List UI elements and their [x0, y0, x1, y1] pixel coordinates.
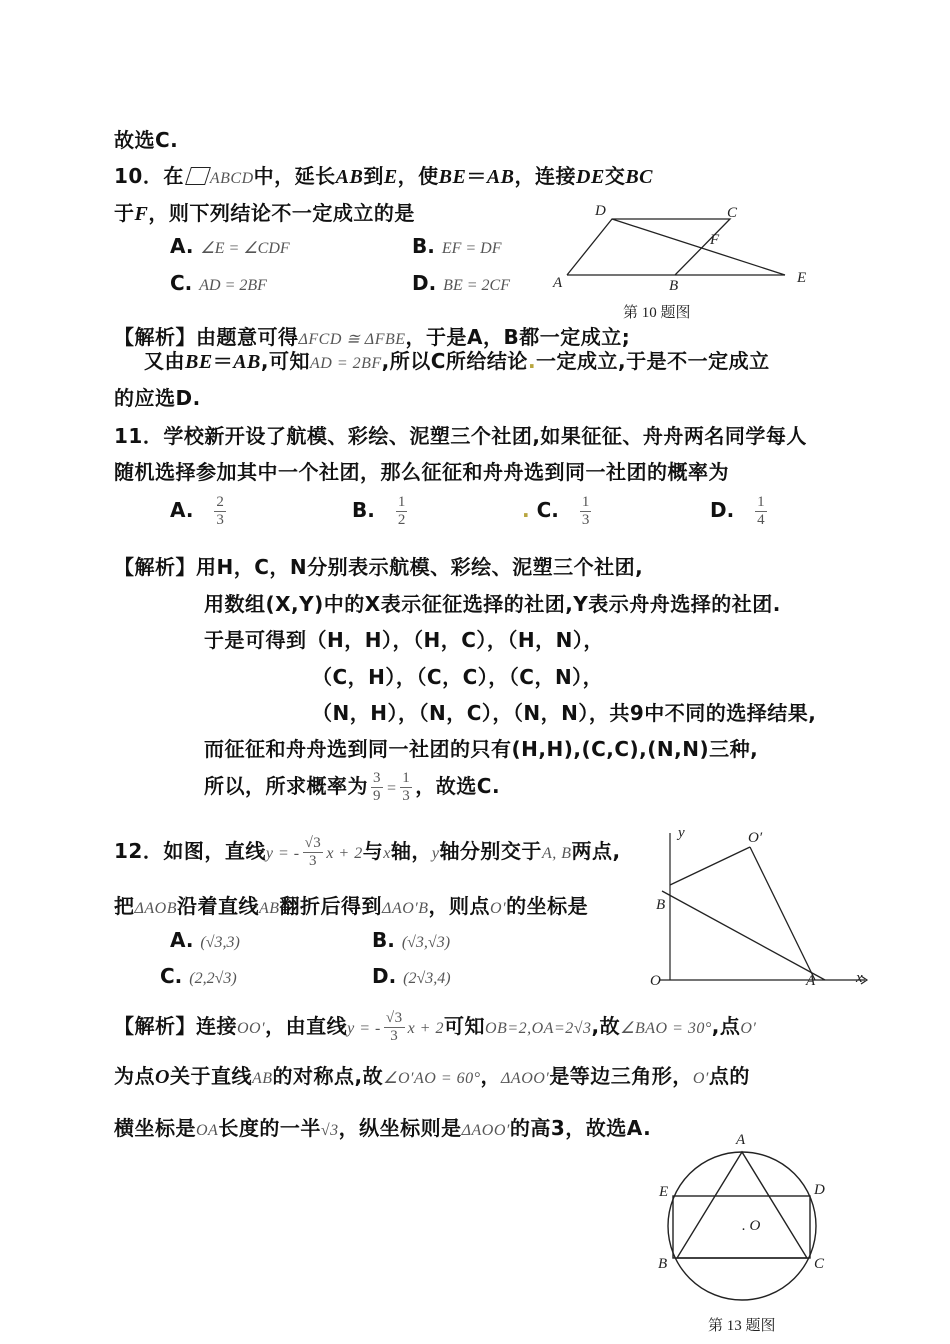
fraction: [371, 770, 383, 805]
a12-line1: [114, 1010, 756, 1045]
text: ，则下列结论不一定成立的是: [148, 201, 415, 225]
label-y: y: [678, 825, 685, 841]
option-math: (√3,√3): [401, 934, 451, 951]
text: 为点: [114, 1064, 155, 1088]
label-D: D: [595, 203, 606, 219]
text: ，连接: [514, 164, 577, 188]
label-O: O: [650, 973, 661, 989]
math: x + 2: [326, 845, 363, 862]
text: ＝: [466, 164, 487, 188]
q12-option-b: [372, 928, 450, 952]
text: ,点: [711, 1014, 741, 1038]
numerator: 1: [402, 770, 411, 786]
math: x: [383, 845, 391, 862]
text: 的对称点,故: [272, 1064, 384, 1088]
text: （N，H），（N，C），（N，N），共9中不同的选择结果,: [312, 701, 817, 725]
math: E: [383, 166, 398, 188]
math: AD = 2BF: [309, 355, 382, 372]
denominator: 3: [216, 512, 224, 528]
numerator: √3: [385, 1010, 403, 1026]
parallelogram-icon: [185, 167, 211, 185]
a10-line2: [144, 345, 770, 374]
a11-line1: [114, 551, 643, 580]
text: ，故选C.: [415, 774, 501, 798]
option-math: (2√3,4): [403, 970, 451, 987]
math: y = -: [347, 1020, 381, 1037]
text: ，由直线: [265, 1014, 348, 1038]
text: 的坐标是: [506, 894, 589, 918]
option-label: D.: [372, 964, 397, 988]
denominator: 3: [402, 788, 411, 804]
text: 长度的一半: [218, 1116, 321, 1140]
math: BE: [185, 351, 213, 373]
text: 轴，: [390, 839, 432, 863]
label-E: E: [659, 1184, 669, 1200]
option-label: A.: [170, 928, 194, 952]
label-B: B: [656, 897, 666, 913]
text: 是等边三角形，: [549, 1064, 693, 1088]
numerator: √3: [304, 835, 322, 851]
option-label: B.: [352, 498, 375, 522]
text: ,可知: [260, 349, 310, 373]
math: A, B: [541, 845, 572, 862]
text: 可知: [443, 1014, 485, 1038]
math: AB: [233, 351, 261, 373]
text: 的高3，故选A.: [509, 1116, 652, 1140]
option-math: BE = 2CF: [443, 277, 510, 294]
text: （C，H），（C，C），（C，N），: [312, 665, 604, 689]
text: 【解析】用H，C，N分别表示航模、彩绘、泥塑三个社团,: [114, 555, 644, 579]
text: 随机选择参加其中一个社团，那么征征和舟舟选到同一社团的概率为: [114, 460, 729, 484]
q10-number: 10．在: [114, 164, 184, 188]
a11-line6: [204, 733, 758, 762]
text: ，纵坐标则是: [338, 1116, 462, 1140]
figure-12: [640, 815, 880, 995]
math: ΔFCD ≅ ΔFBE: [298, 331, 406, 348]
label-B: B: [658, 1256, 668, 1272]
denominator: 2: [397, 512, 406, 528]
math: ∠O′AO = 60°: [383, 1070, 481, 1087]
text: 的应选D.: [114, 386, 201, 410]
text: 到: [363, 164, 384, 188]
q11-option-b: [352, 494, 410, 529]
q10-option-d: [412, 271, 510, 295]
denominator: 4: [757, 512, 765, 528]
math: =: [386, 780, 398, 797]
text: 点的: [708, 1064, 750, 1088]
a11-line2: [204, 588, 781, 617]
math: OA: [196, 1122, 219, 1139]
label-B: B: [669, 278, 679, 294]
stray-mark: .: [522, 498, 530, 522]
option-label: C.: [536, 498, 559, 522]
math: ∠BAO = 30°: [620, 1020, 712, 1037]
text: 故选C.: [114, 128, 179, 152]
option-label: C.: [170, 271, 193, 295]
text: 【解析】由题意可得: [114, 325, 299, 349]
option-math: AD = 2BF: [199, 277, 267, 294]
q10-line2: [114, 197, 415, 226]
math: y: [431, 845, 440, 862]
math: DE: [576, 166, 605, 188]
fraction: [755, 494, 767, 529]
option-math: EF = DF: [441, 240, 502, 257]
option-label: A.: [170, 234, 194, 258]
q11-option-c: [522, 494, 594, 529]
option-label: B.: [372, 928, 395, 952]
q11-line2: [114, 456, 729, 485]
label-A: A: [553, 275, 563, 291]
text: 于: [114, 201, 135, 225]
math: y = -: [265, 845, 300, 862]
math: ΔAOO′: [461, 1122, 510, 1139]
a10-line3: [114, 382, 201, 411]
stray-mark: .: [527, 349, 537, 373]
denominator: 3: [308, 853, 317, 869]
math: O: [155, 1066, 170, 1088]
a12-line3: [114, 1112, 651, 1141]
math: O′: [490, 900, 507, 917]
math: O′: [740, 1020, 757, 1037]
text: 轴分别交于: [439, 839, 542, 863]
q12-line2: [114, 890, 588, 919]
text: ，则点: [428, 894, 491, 918]
math: OO′: [237, 1020, 266, 1037]
conclusion-line: [114, 124, 178, 153]
q11-option-a: [170, 494, 229, 529]
a11-line4: [312, 661, 603, 690]
option-math: ∠E = ∠CDF: [200, 240, 290, 257]
option-label: D.: [710, 498, 735, 522]
numerator: 2: [216, 494, 224, 510]
math: AB: [486, 166, 515, 188]
text: ,所以C所给结论: [381, 349, 528, 373]
fraction: [214, 494, 226, 529]
text: 翻折后得到: [279, 894, 383, 918]
text: 两点,: [571, 839, 621, 863]
a11-line3: [204, 624, 604, 653]
text: 而征征和舟舟选到同一社团的只有(H,H),(C,C),(N,N)三种,: [204, 737, 759, 761]
option-label: C.: [160, 964, 183, 988]
figure-13: [650, 1128, 835, 1313]
math: x + 2: [407, 1020, 444, 1037]
option-label: B.: [412, 234, 435, 258]
fraction: [303, 835, 324, 870]
text: ，使: [397, 164, 439, 188]
math: F: [134, 203, 149, 225]
option-math: (2,2√3): [189, 970, 237, 987]
text: ，于是A，B都一定成立;: [405, 325, 631, 349]
label-C: C: [814, 1256, 825, 1272]
math: ΔAO′B: [382, 900, 429, 917]
label-E: E: [797, 270, 807, 286]
numerator: 1: [397, 494, 406, 510]
label-D: D: [814, 1182, 825, 1198]
text: 横坐标是: [114, 1116, 196, 1140]
math: AB: [335, 166, 364, 188]
label-x: x: [856, 970, 863, 986]
q12-option-d: [372, 964, 451, 988]
fraction: [580, 494, 592, 529]
text: ，: [480, 1064, 502, 1088]
a11-line5: [312, 697, 816, 726]
numerator: 1: [757, 494, 765, 510]
label-O: . O: [742, 1218, 761, 1234]
q12-option-c: [160, 964, 237, 988]
text: 所以，所求概率为: [204, 774, 368, 798]
a11-line7: [204, 770, 500, 805]
q11-option-d: [710, 494, 770, 529]
text: 中，延长: [253, 164, 336, 188]
text: 把: [114, 894, 135, 918]
figure-13-caption: 第 13 题图: [708, 1318, 776, 1334]
text: 12．如图，直线: [114, 839, 266, 863]
text: 又由: [144, 349, 185, 373]
denominator: 3: [581, 512, 590, 528]
label-F: F: [710, 232, 720, 248]
math-abcd: ABCD: [209, 170, 254, 187]
math: AB: [251, 1070, 273, 1087]
figure-10: [545, 200, 825, 300]
option-math: (√3,3): [200, 934, 240, 951]
label-A: A: [806, 973, 816, 989]
text: 【解析】连接: [114, 1014, 237, 1038]
label-A: A: [736, 1132, 746, 1148]
text: 一定成立,于是不一定成立: [536, 349, 770, 373]
denominator: 9: [373, 788, 381, 804]
q10-line1: [114, 160, 653, 189]
numerator: 1: [581, 494, 590, 510]
text: 沿着直线: [177, 894, 259, 918]
text: 用数组(X,Y)中的X表示征征选择的社团,Y表示舟舟选择的社团.: [204, 592, 781, 616]
math: AB: [259, 900, 280, 917]
math: OB=2,OA=2√3: [484, 1020, 592, 1037]
q10-option-b: [412, 234, 501, 258]
fraction: [396, 494, 408, 529]
denominator: 3: [390, 1028, 399, 1044]
text: ＝: [212, 349, 234, 373]
math: ΔAOB: [134, 900, 177, 917]
math: O′: [692, 1070, 709, 1087]
fraction: [384, 1010, 405, 1045]
q12-option-a: [170, 928, 240, 952]
text: 11．学校新开设了航模、彩绘、泥塑三个社团,如果征征、舟舟两名同学每人: [114, 424, 807, 448]
q12-line1: [114, 835, 621, 870]
figure-10-caption: 第 10 题图: [623, 305, 691, 321]
text: 于是可得到（H，H），（H，C），（H，N），: [204, 628, 604, 652]
text: ,故: [591, 1014, 621, 1038]
a12-line2: [114, 1060, 750, 1089]
label-O-prime: O′: [748, 830, 763, 846]
option-label: D.: [412, 271, 437, 295]
q10-option-a: [170, 234, 290, 258]
option-label: A.: [170, 498, 194, 522]
q10-option-c: [170, 271, 267, 295]
numerator: 3: [373, 770, 381, 786]
text: 交: [604, 164, 626, 188]
math: BE: [438, 166, 467, 188]
q11-line1: [114, 420, 807, 449]
math: ΔAOO′: [501, 1070, 550, 1087]
label-C: C: [727, 205, 738, 221]
text: 关于直线: [169, 1064, 252, 1088]
text: 与: [362, 839, 384, 863]
math: BC: [625, 166, 654, 188]
fraction: [400, 770, 412, 805]
math: √3: [320, 1122, 339, 1139]
